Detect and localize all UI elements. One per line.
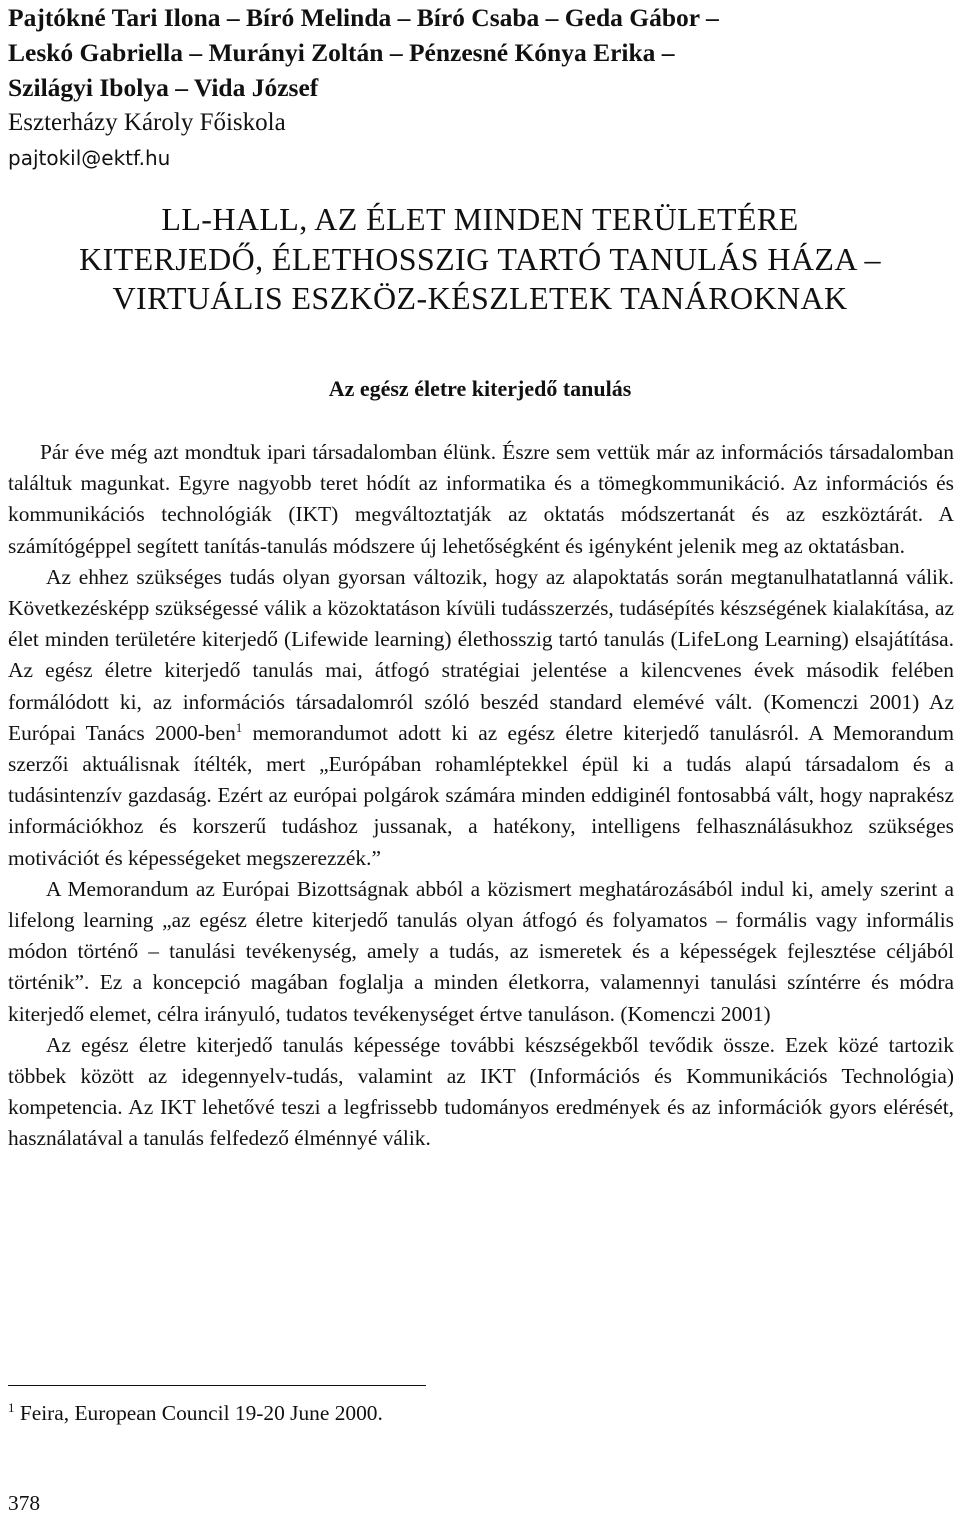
footnote-divider	[8, 1385, 426, 1386]
paragraph-3: A Memorandum az Európai Bizottságnak abból a közismert meghatározásából indul ki, amely szerint a lifelong learning „az egész életre kiterjedő tanulás olyan átfogó és folyamatos – formális vagy informális módon történő – tanulási tevékenység, amely a tudás, az ismeretek és a képességek fejlesztése céljából történik”. Ez a koncepció magában foglalja a minden életkorra, valamennyi tanulási színtérre és módra kiterjedő elemet, célra irányuló, tudatos tevékenységet értve tanuláson. (Komenczi 2001)	[8, 876, 954, 1026]
page-number: 378	[8, 1491, 41, 1515]
section-heading: Az egész életre kiterjedő tanulás	[328, 376, 632, 401]
title-line-1: LL-HALL, AZ ÉLET MINDEN TERÜLETÉRE	[161, 201, 799, 237]
title-line-2: KITERJEDŐ, ÉLETHOSSZIG TARTÓ TANULÁS HÁZA –	[79, 240, 881, 277]
authors-line-3: Szilágyi Ibolya – Vida József	[8, 73, 319, 102]
title-line-3: VIRTUÁLIS ESZKÖZ-KÉSZLETEK TANÁROKNAK	[112, 280, 848, 316]
author-email: pajtokil@ektf.hu	[8, 146, 171, 170]
author-list	[8, 0, 953, 105]
footnote-text: Feira, European Council 19-20 June 2000.	[14, 1401, 383, 1425]
paragraph-1: Pár éve még azt mondtuk ipari társadalomban élünk. Észre sem vettük már az információs társadalomban találtuk magunkat. Egyre nagyobb teret hódít az informatika és a tömegkommunikáció. Az információs és kommunikációs technológiák (IKT) megváltoztatják az oktatás módszertanát és az eszköztárát. A számítógéppel segített tanítás-tanulás módszere új lehetőségként és igényként jelenik meg az oktatásban.	[8, 440, 954, 558]
footnote-reference: 1	[235, 719, 243, 735]
paragraph-4: Az egész életre kiterjedő tanulás képessége további készségekből tevődik össze. Ezek közé tartozik többek között az idegennyelv-tudás, valamint az IKT (Információs és Kommunikációs Technológia) kompetencia. Az IKT lehetővé teszi a legfrissebb tudományos eredmények és az információk gyors elérését, használatával a tanulás felfedező élménnyé válik.	[8, 1032, 954, 1151]
paragraph-2-part-a: Az ehhez szükséges tudás olyan gyorsan változik, hogy az alapoktatás során megtanulhatatlanná válik. Következésképp szükségessé válik a közoktatáson kívüli tudásszerzés, tudásépítés készségének kialakítása, az élet minden területére kiterjedő (Lifewide learning) élethosszig tartó tanulás (LifeLong Learning) elsajátítása. Az egész életre kiterjedő tanulás mai, átfogó stratégiai jelentése a kilencvenes évek második felében formálódott ki, az információs társadalomról szóló beszéd standard elemévé vált. (Komenczi 2001) Az Európai Tanács 2000-ben	[8, 564, 954, 745]
affiliation: Eszterházy Károly Főiskola	[8, 109, 286, 136]
footnote-marker: 1	[8, 1399, 15, 1415]
paragraph-2-part-b: memorandumot adott ki az egész életre kiterjedő tanulásról. A Memorandum szerzői aktuálisnak ítélték, mert „Európában rohamléptekkel épül ki a tudás alapú társadalom és a tudásintenzív gazdaság. Ezért az európai polgárok számára minden eddiginél fontosabbá vált, hogy naprakész információkhoz és korszerű tudáshoz jussanak, a hatékony, intelligens felhasználásukhoz szükséges motivációt és képességeket megszerezzék.”	[8, 720, 954, 870]
paragraph-2	[8, 562, 954, 874]
paper-title	[0, 200, 960, 319]
body-text	[8, 437, 954, 1155]
authors-line-2: Leskó Gabriella – Murányi Zoltán – Pénzesné Kónya Erika –	[8, 38, 675, 67]
authors-line-1: Pajtókné Tari Ilona – Bíró Melinda – Bíró Csaba – Geda Gábor –	[8, 3, 719, 32]
footnote	[8, 1398, 383, 1428]
